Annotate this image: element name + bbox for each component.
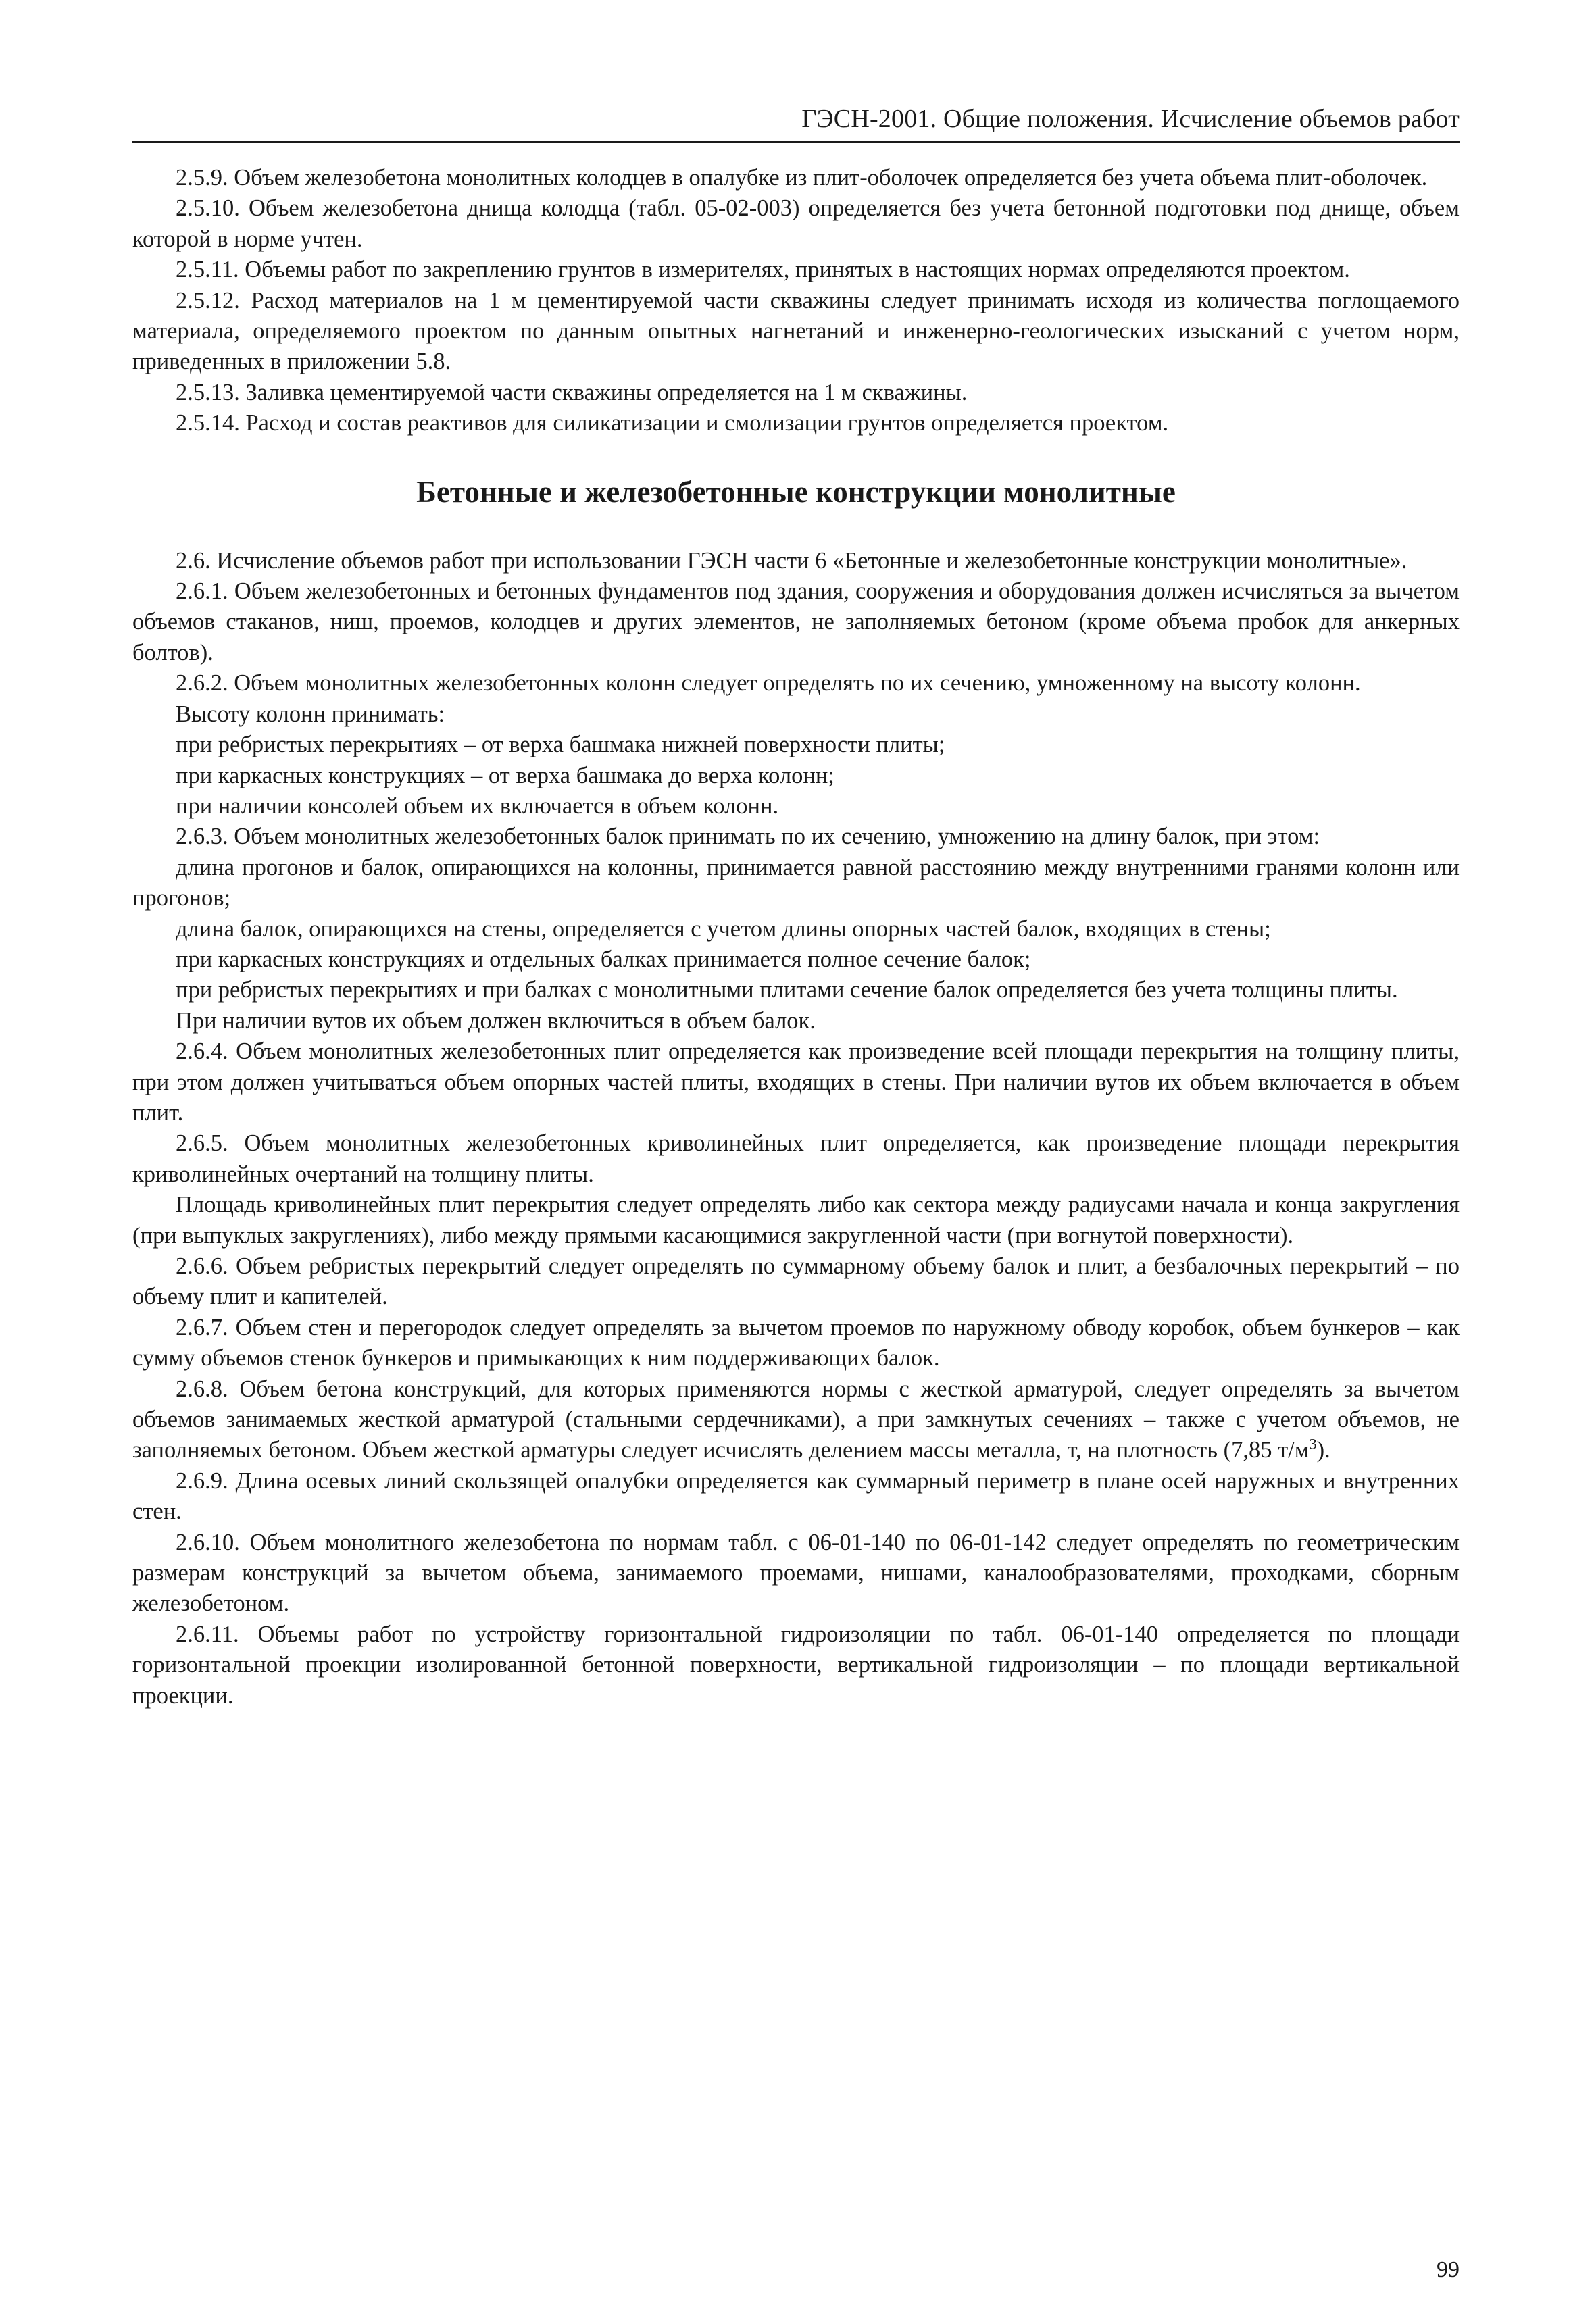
paragraph-2-5-11: 2.5.11. Объемы работ по закреплению грунтов в измерителях, принятых в настоящих нормах определяются проектом. xyxy=(176,257,1350,283)
paragraph-2-5-14: 2.5.14. Расход и состав реактивов для силикатизации и смолизации грунтов определяется проектом. xyxy=(176,410,1169,436)
paragraph-frame-structures: при каркасных конструкциях – от верха башмака до верха колонн; xyxy=(176,762,834,788)
paragraph-2-5-9: 2.5.9. Объем железобетона монолитных колодцев в опалубке из плит-оболочек определяется без учета объема плит-оболочек. xyxy=(176,165,1428,191)
section-title: Бетонные и железобетонные конструкции монолитные xyxy=(416,474,1176,509)
paragraph-2-6-9: 2.6.9. Длина осевых линий скользящей опалубки определяется как суммарный периметр в плане осей наружных и внутренних стен. xyxy=(132,1467,1460,1525)
paragraph-full-section: при каркасных конструкциях и отдельных балках принимается полное сечение балок; xyxy=(176,946,1031,972)
paragraph-2-6-4: 2.6.4. Объем монолитных железобетонных плит определяется как произведение всей площади перекрытия на толщину плиты, при этом должен учитываться объем опорных частей плиты, входящих в стены. При наличии вутов их объем включается в объем плит. xyxy=(132,1038,1460,1126)
paragraph-consoles: при наличии консолей объем их включается в объем колонн. xyxy=(176,793,779,819)
paragraph-2-6-5: 2.6.5. Объем монолитных железобетонных криволинейных плит определяется, как произведение площади перекрытия криволинейных очертаний на толщину плиты. xyxy=(132,1130,1460,1187)
paragraph-column-height: Высоту колонн принимать: xyxy=(176,701,445,727)
paragraph-haunches: При наличии вутов их объем должен включиться в объем балок. xyxy=(176,1007,816,1034)
paragraph-2-5-12: 2.5.12. Расход материалов на 1 м цементируемой части скважины следует принимать исходя из количества поглощаемого материала, определяемого проектом по данным опытных нагнетаний и инженерно-геологических изысканий с учетом норм, приведенных в приложении 5.8. xyxy=(132,287,1460,375)
superscript-cubic: 3 xyxy=(1309,1435,1317,1453)
page-number: 99 xyxy=(1437,2257,1460,2282)
paragraph-beam-section: при ребристых перекрытиях и при балках с монолитными плитами сечение балок определяется без учета толщины плиты. xyxy=(176,977,1398,1003)
paragraph-2-6-10: 2.6.10. Объем монолитного железобетона по нормам табл. с 06-01-140 по 06-01-142 следует определять по геометрическим размерам конструкций за вычетом объема, занимаемого проемами, нишами, каналообразователями, проходками, сборным железобетоном. xyxy=(132,1529,1460,1617)
running-header: ГЭСН-2001. Общие положения. Исчисление объемов работ xyxy=(132,101,1460,143)
document-body xyxy=(132,163,1460,1711)
paragraph-2-6-8 xyxy=(132,1374,1460,1466)
paragraph-2-6-7: 2.6.7. Объем стен и перегородок следует определять за вычетом проемов по наружному обводу коробок, объем бункеров – как сумму объемов стенок бункеров и примыкающих к ним поддерживающих балок. xyxy=(132,1314,1460,1372)
paragraph-girder-length: длина прогонов и балок, опирающихся на колонны, принимается равной расстоянию между внутренними гранями колонн или прогонов; xyxy=(132,854,1460,911)
paragraph-2-6: 2.6. Исчисление объемов работ при использовании ГЭСН части 6 «Бетонные и железобетонные конструкции монолитные». xyxy=(176,547,1407,574)
paragraph-2-5-13: 2.5.13. Заливка цементируемой части скважины определяется на 1 м скважины. xyxy=(176,379,968,405)
paragraph-2-5-10: 2.5.10. Объем железобетона днища колодца (табл. 05-02-003) определяется без учета бетонной подготовки под днище, объем которой в норме учтен. xyxy=(132,195,1460,252)
paragraph-beam-length: длина балок, опирающихся на стены, определяется с учетом длины опорных частей балок, входящих в стены; xyxy=(176,915,1271,942)
paragraph-2-6-11: 2.6.11. Объемы работ по устройству горизонтальной гидроизоляции по табл. 06-01-140 определяется по площади горизонтальной проекции изолированной бетонной поверхности, вертикальной гидроизоляции – по площади вертикальной проекции. xyxy=(132,1621,1460,1709)
paragraph-curved-area: Площадь криволинейных плит перекрытия следует определять либо как сектора между радиусами начала и конца закругления (при выпуклых закруглениях), либо между прямыми касающимися закругленной части (при вогнутой поверхности). xyxy=(132,1192,1460,1249)
paragraph-2-6-1: 2.6.1. Объем железобетонных и бетонных фундаментов под здания, сооружения и оборудования должен исчисляться за вычетом объемов стаканов, ниш, проемов, колодцев и других элементов, не заполняемых бетоном (кроме объема пробок для анкерных болтов). xyxy=(132,578,1460,665)
paragraph-ribbed-floors: при ребристых перекрытиях – от верха башмака нижней поверхности плиты; xyxy=(176,732,945,758)
paragraph-2-6-3: 2.6.3. Объем монолитных железобетонных балок принимать по их сечению, умножению на длину балок, при этом: xyxy=(176,824,1320,850)
document-page xyxy=(132,101,1460,2284)
paragraph-2-6-8-text: 2.6.8. Объем бетона конструкций, для которых применяются нормы с жесткой арматурой, следует определять за вычетом объемов занимаемых жесткой арматурой (стальными сердечниками), а при замкнутых сечениях – также с учетом объемов, не заполняемых бетоном. Объем жесткой арматуры следует исчислять делением массы металла, т, на плотность (7,85 т/м xyxy=(132,1376,1460,1463)
paragraph-2-6-6: 2.6.6. Объем ребристых перекрытий следует определять по суммарному объему балок и плит, а безбалочных перекрытий – по объему плит и капителей. xyxy=(132,1253,1460,1310)
paragraph-2-6-2: 2.6.2. Объем монолитных железобетонных колонн следует определять по их сечению, умноженному на высоту колонн. xyxy=(176,670,1361,697)
paragraph-2-6-8-end: ). xyxy=(1316,1437,1330,1463)
